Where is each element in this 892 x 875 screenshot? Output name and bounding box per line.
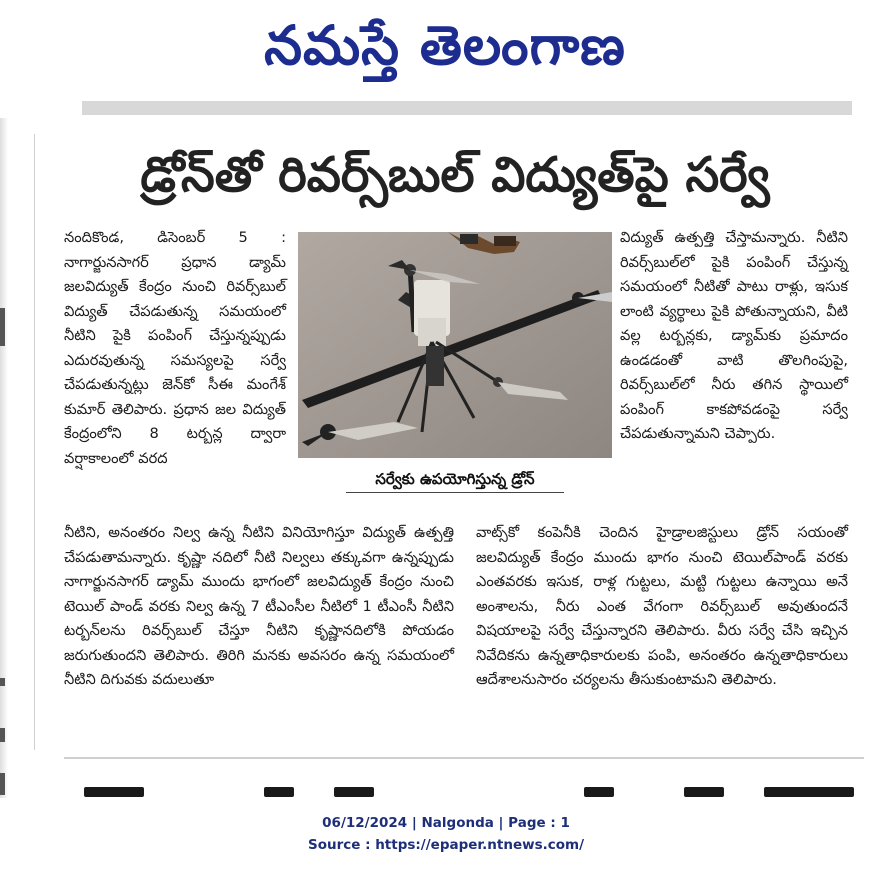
- photo-caption: సర్వేకు ఉపయోగిస్తున్న డ్రోన్: [375, 470, 535, 488]
- article-headline: డ్రోన్‌తో రివర్స్‌బుల్ విద్యుత్‌పై సర్వే: [140, 147, 770, 203]
- article-column-1-continued: నీటిని, అనంతరం నిల్వ ఉన్న నీటిని వినియోగిస్తూ విద్యుత్ ఉత్పత్తి చేపడుతామన్నారు. కృష్ణా నదిలో నీటి నిల్వలు తక్కువగా ఉన్నప్పుడు నాగార్జునసాగర్ డ్యామ్ ముందు భాగంలో జలవిద్యుత్ కేంద్రం నుంచి టెయిల్ పాండ్ వరకు నిల్వ ఉన్న 7 టీఎంసీల నీటిలో 1 టీఎంసీ నీటిని టర్బన్‌లను రివర్స్‌బుల్ చేస్తూ నీటిని కృష్ణానదిలోకి పోయడం జరుగుతుందని తెలిపారు. తిరిగి మనకు అవసరం ఉన్న సమయంలో నీటిని దిగువకు వదులుతూ: [64, 524, 454, 688]
- left-page-edge: [0, 118, 8, 798]
- footer-source: Source : https://epaper.ntnews.com/: [307, 837, 585, 853]
- footer-date-edition: 06/12/2024 | Nalgonda | Page : 1: [322, 815, 570, 831]
- article-column-3: విద్యుత్ ఉత్పత్తి చేస్తామన్నారు. నీటిని రివర్స్‌బుల్‌లో పైకి పంపింగ్ చేస్తున్న సమయంలో నీటితో పాటు రాళ్లు, ఇసుక లాంటి వ్యర్థాలు పైకి పోతున్నాయని, వీటి వల్ల టర్బన్లకు, డ్యామ్‌కు ప్రమాదం ఉండడంతో వాటి తొలగింపుపై, రివర్స్‌బుల్‌లో నీరు తగిన స్థాయిలో పంపింగ్ కాకపోవడంపై సర్వే చేపడుతున్నామని చెప్పారు.: [620, 229, 848, 442]
- article-column-2-continued: వాట్స్‌కో కంపెనీకి చెందిన హైడ్రాలజిస్టులు డ్రోన్ సయంతో జలవిద్యుత్ కేంద్రం ముందు భాగం నుంచి టెయిల్‌పాండ్ వరకు ఎంతవరకు ఇసుక, రాళ్ల గుట్టలు, మట్టి గుట్టలు ఉన్నాయి అనే అంశాలను, నీరు ఎంత వేగంగా రివర్స్‌బుల్ అవుతుందనే విషయాలపై సర్వే చేస్తున్నారని తెలిపారు. వీరు సర్వే చేసి ఇచ్చిన నివేదికను ఉన్నతాధికారులకు పంపి, అనంతరం ఉన్నతాధికారులు ఆదేశాలనుసారం చర్యలను తీసుకుంటామని తెలిపారు.: [476, 524, 848, 688]
- masthead-divider: [82, 101, 852, 115]
- article-column-1: నందికొండ, డిసెంబర్ 5 : నాగార్జునసాగర్ ప్రధాన డ్యామ్ జలవిద్యుత్ కేంద్రం నుంచి రివర్స్‌బుల్ విద్యుత్ చేపడుతున్న సమయంలో నీటిని పైకి పంపింగ్ చేస్తున్నప్పుడు ఎదురవుతున్న సమస్యలపై సర్వే చేపడుతున్నట్లు జెన్‌కో సీఈ మంగేశ్ కుమార్ తెలిపారు. ప్రధాన జల విద్యుత్ కేంద్రంలోని 8 టర్బన్ల ద్వారా వర్షాకాలంలో వరద: [64, 229, 286, 467]
- drone-illustration: [298, 232, 612, 458]
- footer: [0, 812, 892, 856]
- caption-underline: [346, 492, 564, 493]
- next-article-strip: [64, 757, 864, 797]
- drone-photo: [298, 232, 612, 458]
- masthead: [0, 0, 892, 100]
- newspaper-logo: నమస్తే తెలంగాణ: [264, 14, 626, 77]
